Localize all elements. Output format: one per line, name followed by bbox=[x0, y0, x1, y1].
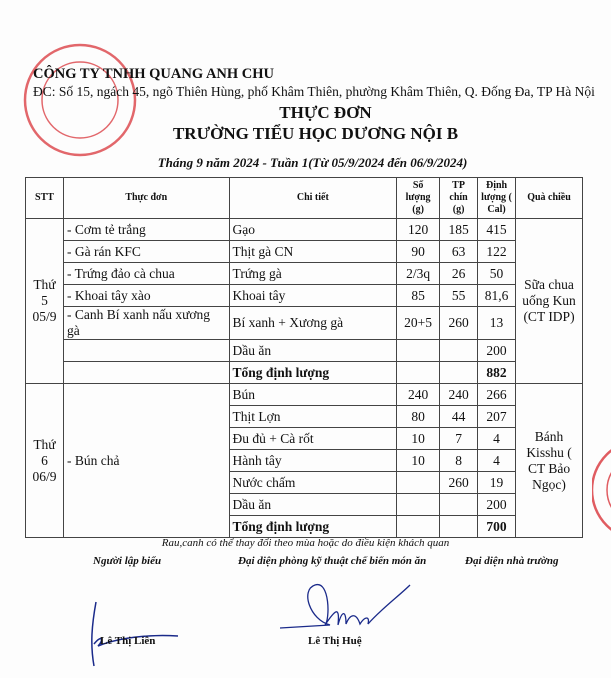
quantity-cell: 240 bbox=[397, 384, 440, 406]
detail-cell: Đu đủ + Cà rốt bbox=[229, 428, 397, 450]
menu-item-empty bbox=[63, 362, 229, 384]
cooked-cell bbox=[440, 340, 478, 362]
quantity-cell bbox=[397, 472, 440, 494]
detail-cell: Khoai tây bbox=[229, 285, 397, 307]
snack-cell: Sữa chua uống Kun (CT IDP) bbox=[516, 219, 583, 384]
detail-cell: Bún bbox=[229, 384, 397, 406]
snack-cell: Bánh Kisshu ( CT Bảo Ngọc) bbox=[516, 384, 583, 538]
quantity-cell bbox=[397, 340, 440, 362]
detail-cell: Dầu ăn bbox=[229, 340, 397, 362]
table-row bbox=[26, 340, 583, 362]
page-title: THỰC ĐƠN bbox=[279, 103, 372, 122]
header-detail: Chi tiết bbox=[229, 178, 397, 219]
table-row bbox=[26, 241, 583, 263]
detail-cell: Gạo bbox=[229, 219, 397, 241]
table-row bbox=[26, 307, 583, 340]
cooked-cell: 7 bbox=[440, 428, 478, 450]
menu-item: - Canh Bí xanh nấu xương gà bbox=[63, 307, 229, 340]
cooked-cell: 63 bbox=[440, 241, 478, 263]
header-calories: Định lượng ( Cal) bbox=[478, 178, 516, 219]
signer-name-1: Lê Thị Liên bbox=[100, 635, 156, 647]
menu-table bbox=[25, 177, 583, 538]
quantity-cell: 90 bbox=[397, 241, 440, 263]
calories-cell: 200 bbox=[478, 494, 516, 516]
total-value: 882 bbox=[478, 362, 516, 384]
header-snack: Quà chiều bbox=[516, 178, 583, 219]
school-name: TRƯỜNG TIỂU HỌC DƯƠNG NỘI B bbox=[172, 124, 459, 143]
company-address: ĐC: Số 15, ngách 45, ngõ Thiên Hùng, phố Khâm Thiên, phường Khâm Thiên, Q. Đống Đa, TP Hà Nội bbox=[33, 84, 595, 99]
empty-cell bbox=[397, 516, 440, 538]
cooked-cell: 260 bbox=[440, 307, 478, 340]
table-row bbox=[26, 362, 583, 384]
day-date: 06/9 bbox=[32, 468, 57, 484]
signer-role-1: Người lập biểu bbox=[93, 555, 162, 567]
calories-cell: 200 bbox=[478, 340, 516, 362]
company-name: CÔNG TY TNHH QUANG ANH CHU bbox=[33, 66, 275, 82]
cooked-cell: 44 bbox=[440, 406, 478, 428]
table-row bbox=[26, 263, 583, 285]
cooked-cell: 260 bbox=[440, 472, 478, 494]
signer-role-3: Đại diện nhà trường bbox=[465, 555, 559, 567]
signer-name-2: Lê Thị Huệ bbox=[308, 635, 362, 647]
day-name: Thứ 5 bbox=[33, 277, 56, 308]
calories-cell: 81,6 bbox=[478, 285, 516, 307]
header-menu: Thực đơn bbox=[63, 178, 229, 219]
cooked-cell: 55 bbox=[440, 285, 478, 307]
calories-cell: 50 bbox=[478, 263, 516, 285]
calories-cell: 13 bbox=[478, 307, 516, 340]
cooked-cell: 185 bbox=[440, 219, 478, 241]
calories-cell: 19 bbox=[478, 472, 516, 494]
detail-cell: Thịt gà CN bbox=[229, 241, 397, 263]
quantity-cell: 80 bbox=[397, 406, 440, 428]
quantity-cell: 10 bbox=[397, 450, 440, 472]
day-name: Thứ 6 bbox=[33, 436, 56, 468]
header-stt: STT bbox=[26, 178, 64, 219]
quantity-cell: 120 bbox=[397, 219, 440, 241]
menu-item: - Bún chả bbox=[63, 384, 229, 538]
empty-cell bbox=[397, 362, 440, 384]
detail-cell: Trứng gà bbox=[229, 263, 397, 285]
calories-cell: 4 bbox=[478, 428, 516, 450]
table-row bbox=[26, 285, 583, 307]
calories-cell: 122 bbox=[478, 241, 516, 263]
signature-lien bbox=[88, 594, 188, 674]
empty-cell bbox=[440, 516, 478, 538]
day-cell bbox=[26, 384, 64, 538]
cooked-cell: 240 bbox=[440, 384, 478, 406]
header-quantity: Số lượng (g) bbox=[397, 178, 440, 219]
calories-cell: 207 bbox=[478, 406, 516, 428]
menu-period: Tháng 9 năm 2024 - Tuần 1(Từ 05/9/2024 đến 06/9/2024) bbox=[157, 155, 468, 170]
calories-cell: 4 bbox=[478, 450, 516, 472]
calories-cell: 266 bbox=[478, 384, 516, 406]
quantity-cell: 2/3q bbox=[397, 263, 440, 285]
detail-cell: Thịt Lợn bbox=[229, 406, 397, 428]
cooked-cell: 8 bbox=[440, 450, 478, 472]
day-cell bbox=[26, 219, 64, 384]
quantity-cell: 10 bbox=[397, 428, 440, 450]
cooked-cell bbox=[440, 494, 478, 516]
cooked-cell: 26 bbox=[440, 263, 478, 285]
detail-cell: Bí xanh + Xương gà bbox=[229, 307, 397, 340]
total-value: 700 bbox=[478, 516, 516, 538]
stamp-right bbox=[592, 430, 611, 550]
table-row bbox=[26, 384, 583, 406]
total-label: Tổng định lượng bbox=[229, 362, 397, 384]
menu-item: - Cơm tẻ trắng bbox=[63, 219, 229, 241]
total-label: Tổng định lượng bbox=[229, 516, 397, 538]
empty-cell bbox=[440, 362, 478, 384]
calories-cell: 415 bbox=[478, 219, 516, 241]
detail-cell: Hành tây bbox=[229, 450, 397, 472]
menu-item: - Gà rán KFC bbox=[63, 241, 229, 263]
detail-cell: Nước chấm bbox=[229, 472, 397, 494]
table-row bbox=[26, 219, 583, 241]
signer-role-2: Đại diện phòng kỹ thuật chế biến món ăn bbox=[238, 555, 427, 567]
quantity-cell bbox=[397, 494, 440, 516]
footnote: Rau,canh có thể thay đổi theo mùa hoặc do điều kiện khách quan bbox=[161, 537, 450, 549]
quantity-cell: 85 bbox=[397, 285, 440, 307]
day-date: 05/9 bbox=[32, 309, 57, 324]
quantity-cell: 20+5 bbox=[397, 307, 440, 340]
header-cooked: TP chín (g) bbox=[440, 178, 478, 219]
table-header bbox=[26, 178, 583, 219]
menu-item: - Trứng đảo cà chua bbox=[63, 263, 229, 285]
detail-cell: Dầu ăn bbox=[229, 494, 397, 516]
menu-item-empty bbox=[63, 340, 229, 362]
menu-item: - Khoai tây xào bbox=[63, 285, 229, 307]
